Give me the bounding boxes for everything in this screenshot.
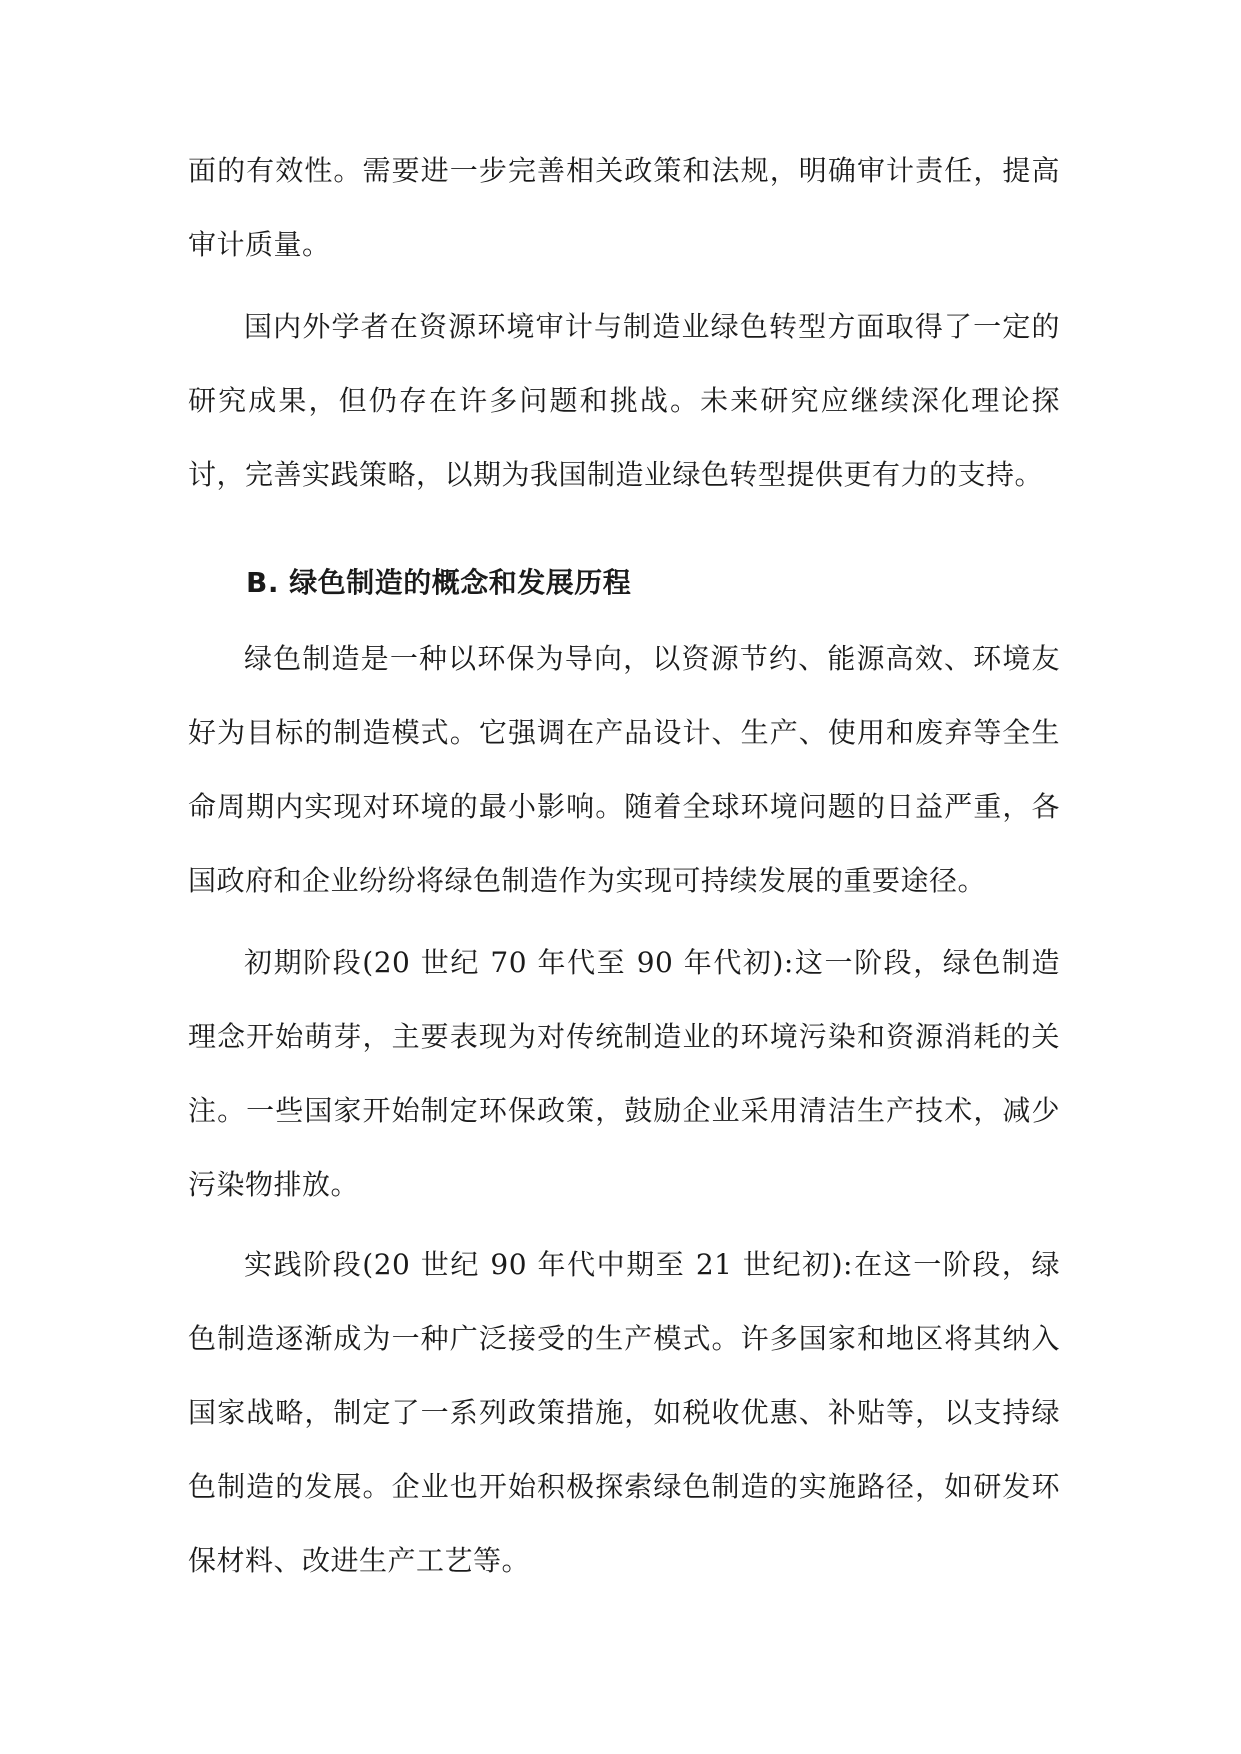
paragraph-summary: 国内外学者在资源环境审计与制造业绿色转型方面取得了一定的研究成果，但仍存在许多问题和挑战。未来研究应继续深化理论探讨，完善实践策略，以期为我国制造业绿色转型提供更有力的支持。 <box>188 310 1060 491</box>
paragraph-initial-stage: 初期阶段(20 世纪 70 年代至 90 年代初):这一阶段，绿色制造理念开始萌芽，主要表现为对传统制造业的环境污染和资源消耗的关注。一些国家开始制定环保政策，鼓励企业采用清洁生产技术，减少污染物排放。 <box>188 946 1060 1201</box>
paragraph-continuation: 面的有效性。需要进一步完善相关政策和法规，明确审计责任，提高审计质量。 <box>188 154 1060 261</box>
section-heading: B. 绿色制造的概念和发展历程 <box>246 566 632 599</box>
paragraph-concept: 绿色制造是一种以环保为导向，以资源节约、能源高效、环境友好为目标的制造模式。它强调在产品设计、生产、使用和废弃等全生命周期内实现对环境的最小影响。随着全球环境问题的日益严重，各国政府和企业纷纷将绿色制造作为实现可持续发展的重要途径。 <box>188 642 1060 897</box>
paragraph-practice-stage: 实践阶段(20 世纪 90 年代中期至 21 世纪初):在这一阶段，绿色制造逐渐成为一种广泛接受的生产模式。许多国家和地区将其纳入国家战略，制定了一系列政策措施，如税收优惠、补贴等，以支持绿色制造的发展。企业也开始积极探索绿色制造的实施路径，如研发环保材料、改进生产工艺等。 <box>188 1248 1060 1577</box>
